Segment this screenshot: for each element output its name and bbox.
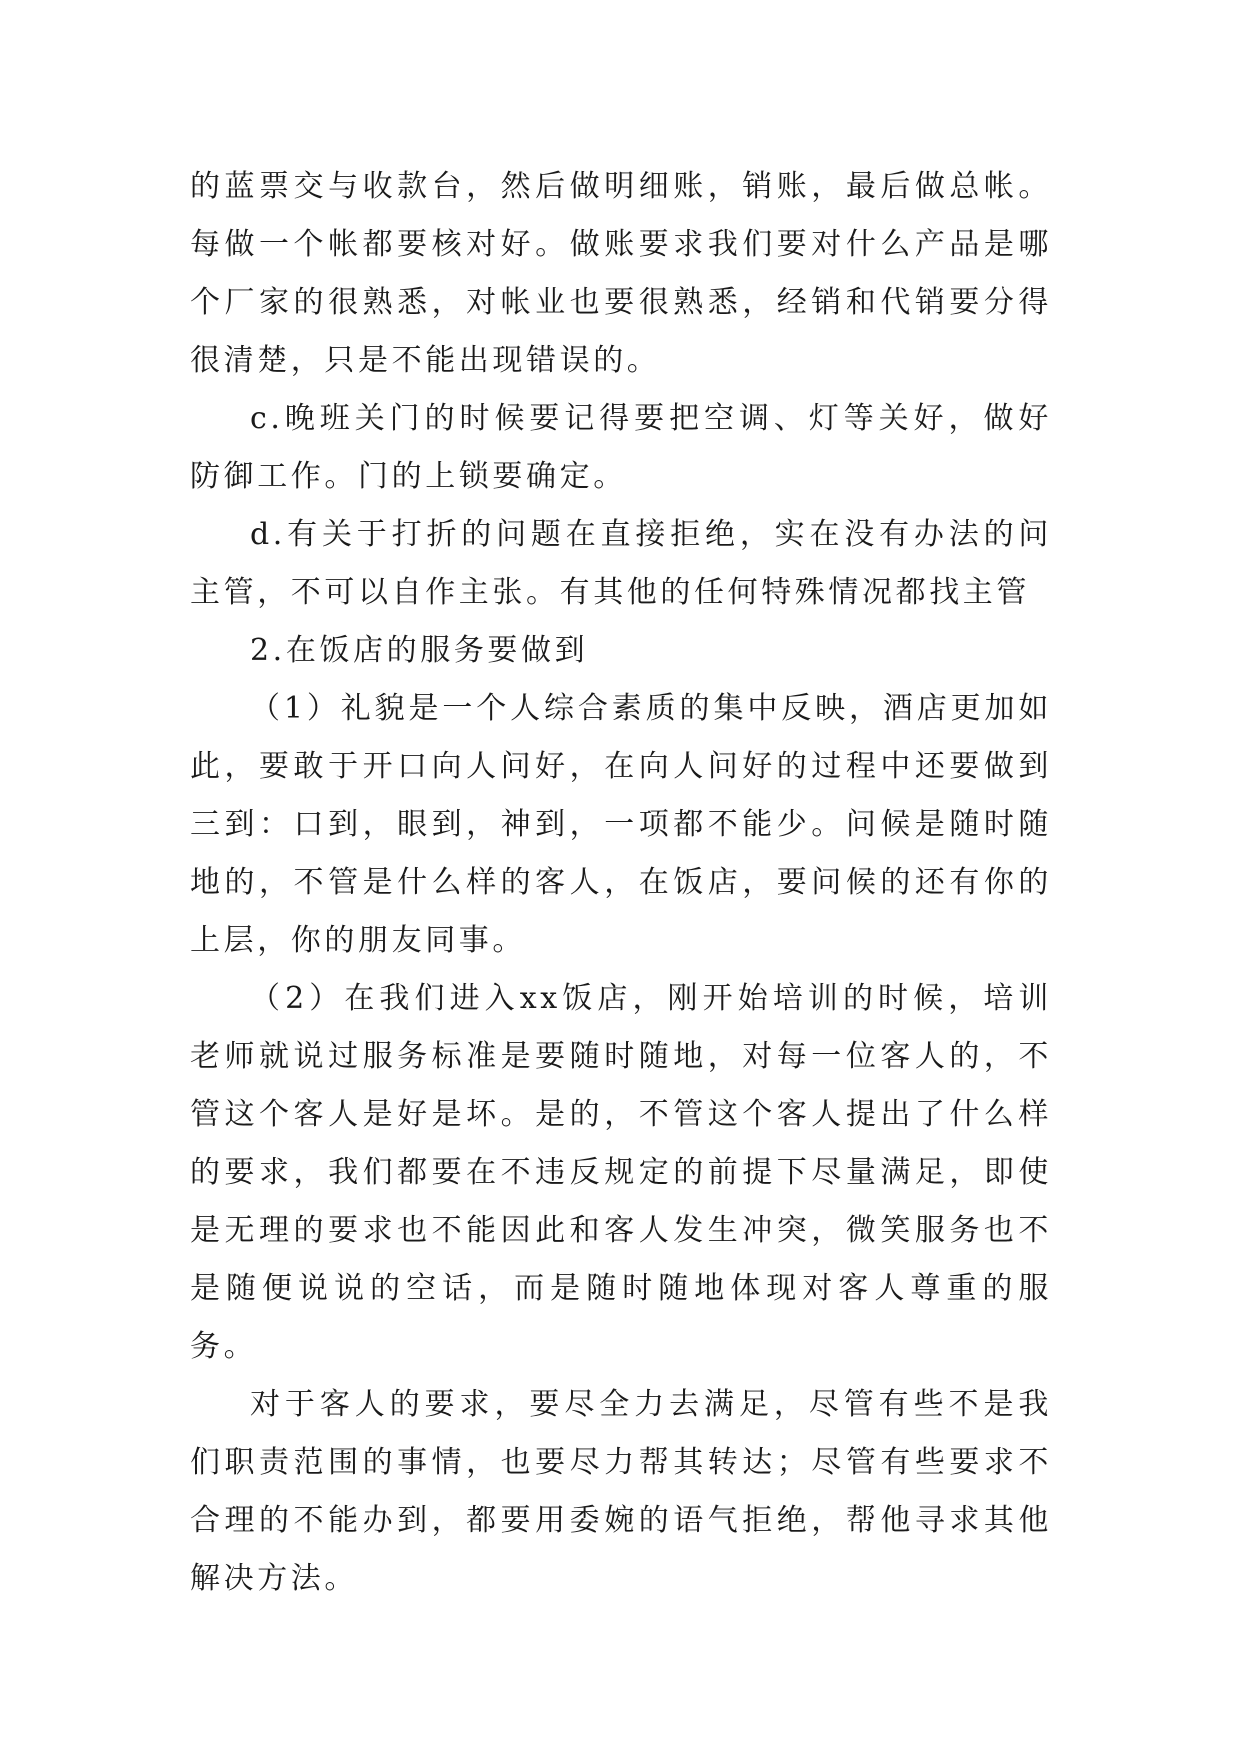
body-text xyxy=(190,158,1052,1608)
paragraph-6: （2）在我们进入xx饭店，刚开始培训的时候，培训老师就说过服务标准是要随时随地，对每一位客人的，不管这个客人是好是坏。是的，不管这个客人提出了什么样的要求，我们都要在不违反规定的前提下尽量满足，即使是无理的要求也不能因此和客人发生冲突，微笑服务也不是随便说说的空话，而是随时随地体现对客人尊重的服务。 xyxy=(190,981,1052,1364)
paragraph-1: 的蓝票交与收款台，然后做明细账，销账，最后做总帐。每做一个帐都要核对好。做账要求我们要对什么产品是哪个厂家的很熟悉，对帐业也要很熟悉，经销和代销要分得很清楚，只是不能出现错误的。 xyxy=(190,169,1052,378)
paragraph-3: d.有关于打折的问题在直接拒绝，实在没有办法的问主管，不可以自作主张。有其他的任何特殊情况都找主管 xyxy=(190,517,1052,610)
paragraph-7: 对于客人的要求，要尽全力去满足，尽管有些不是我们职责范围的事情，也要尽力帮其转达；尽管有些要求不合理的不能办到，都要用委婉的语气拒绝，帮他寻求其他解决方法。 xyxy=(190,1387,1052,1596)
paragraph-4: 2.在饭店的服务要做到 xyxy=(250,633,589,668)
paragraph-2: c.晚班关门的时候要记得要把空调、灯等关好，做好防御工作。门的上锁要确定。 xyxy=(190,401,1052,494)
paragraph-5: （1）礼貌是一个人综合素质的集中反映，酒店更加如此，要敢于开口向人问好，在向人问好的过程中还要做到三到：口到，眼到，神到，一项都不能少。问候是随时随地的，不管是什么样的客人，在饭店，要问候的还有你的上层，你的朋友同事。 xyxy=(190,691,1052,958)
